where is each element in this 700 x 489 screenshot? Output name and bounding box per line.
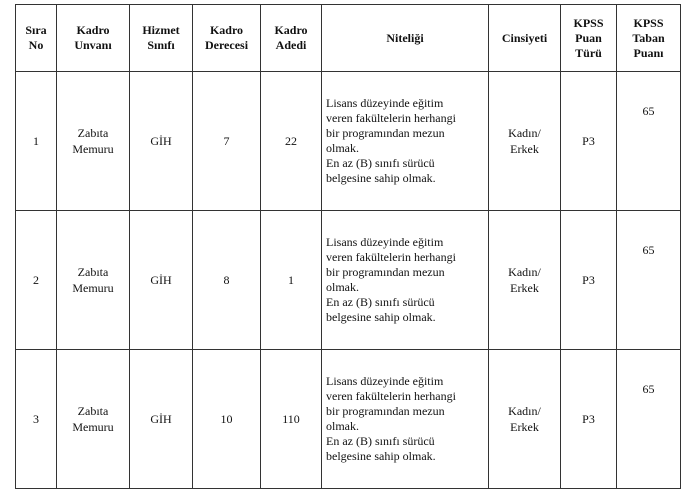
header-taban-puan: KPSS Taban Puanı [617,5,681,72]
cell-adet: 110 [261,350,322,489]
cell-sira: 3 [16,350,57,489]
header-row [16,5,681,72]
cell-nitelik: Lisans düzeyinde eğitim veren fakültelerin herhangi bir programından mezun olmak. En az (B) sınıfı sürücü belgesine sahip olmak. [322,350,489,489]
cell-nitelik: Lisans düzeyinde eğitim veren fakültelerin herhangi bir programından mezun olmak. En az (B) sınıfı sürücü belgesine sahip olmak. [322,211,489,350]
header-sira: Sıra No [16,5,57,72]
cell-adet: 1 [261,211,322,350]
cell-derece: 7 [193,72,261,211]
cell-puan-turu: P3 [561,211,617,350]
cell-sira: 2 [16,211,57,350]
cell-cinsiyet: Kadın/ Erkek [489,211,561,350]
header-nitelik: Niteliği [322,5,489,72]
cell-cinsiyet: Kadın/ Erkek [489,350,561,489]
header-sinif: Hizmet Sınıfı [130,5,193,72]
staff-position-table [15,4,681,489]
header-derece: Kadro Derecesi [193,5,261,72]
table-row [16,350,681,489]
cell-nitelik: Lisans düzeyinde eğitim veren fakültelerin herhangi bir programından mezun olmak. En az (B) sınıfı sürücü belgesine sahip olmak. [322,72,489,211]
header-unvan: Kadro Unvanı [57,5,130,72]
cell-sinif: GİH [130,211,193,350]
cell-unvan: Zabıta Memuru [57,211,130,350]
cell-puan-turu: P3 [561,72,617,211]
cell-derece: 10 [193,350,261,489]
table-row [16,211,681,350]
header-cinsiyet: Cinsiyeti [489,5,561,72]
cell-taban-puan: 65 [617,211,681,350]
cell-unvan: Zabıta Memuru [57,72,130,211]
cell-cinsiyet: Kadın/ Erkek [489,72,561,211]
cell-sinif: GİH [130,350,193,489]
cell-unvan: Zabıta Memuru [57,350,130,489]
cell-sinif: GİH [130,72,193,211]
cell-adet: 22 [261,72,322,211]
cell-taban-puan: 65 [617,72,681,211]
cell-derece: 8 [193,211,261,350]
cell-puan-turu: P3 [561,350,617,489]
table-row [16,72,681,211]
header-puan-turu: KPSS Puan Türü [561,5,617,72]
cell-taban-puan: 65 [617,350,681,489]
header-adet: Kadro Adedi [261,5,322,72]
cell-sira: 1 [16,72,57,211]
